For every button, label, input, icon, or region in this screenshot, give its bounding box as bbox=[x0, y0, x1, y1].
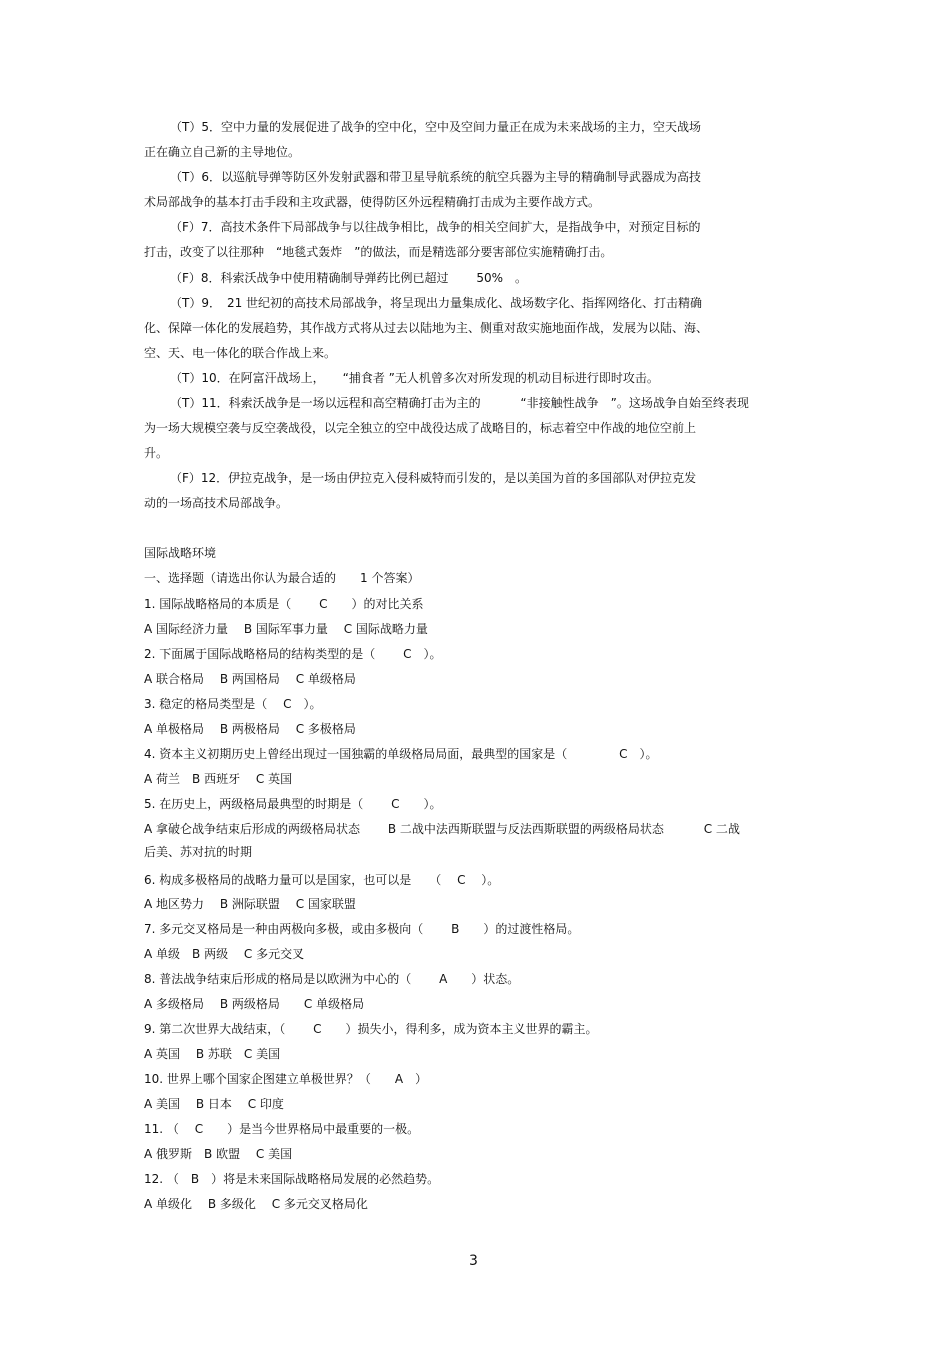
mc-q2-options: A 联合格局 B 两国格局 C 单级格局 bbox=[144, 672, 356, 686]
mc-q3-options: A 单极格局 B 两极格局 C 多极格局 bbox=[144, 722, 356, 736]
mc-q6-options: A 地区势力 B 洲际联盟 C 国家联盟 bbox=[144, 897, 356, 911]
mc-q9: 9. 第二次世界大战结束，（ C ）损失小，得利多，成为资本主义世界的霸主。 bbox=[144, 1022, 598, 1036]
tf-q9-line2: 化、保障一体化的发展趋势，其作战方式将从过去以陆地为主、侧重对敌实施地面作战，发展为以陆、海、 bbox=[144, 321, 709, 335]
mc-q1-options: A 国际经济力量 B 国际军事力量 C 国际战略力量 bbox=[144, 622, 428, 636]
tf-q6-line2: 术局部战争的基本打击手段和主攻武器，使得防区外远程精确打击成为主要作战方式。 bbox=[144, 195, 601, 209]
mc-q3: 3. 稳定的格局类型是（ C ）。 bbox=[144, 697, 322, 711]
mc-q8-options: A 多级格局 B 两级格局 C 单级格局 bbox=[144, 997, 365, 1011]
tf-q11-line2: 为一场大规模空袭与反空袭战役，以完全独立的空中战役达成了战略目的，标志着空中作战的地位空前上 bbox=[144, 421, 697, 435]
tf-q10-line1: （T）10．在阿富汗战场上， “捕食者 ”无人机曾多次对所发现的机动目标进行即时攻击。 bbox=[170, 371, 659, 385]
mc-q12: 12. （ B ）将是未来国际战略格局发展的必然趋势。 bbox=[144, 1172, 440, 1186]
mc-q5-options: A 拿破仑战争结束后形成的两级格局状态 B 二战中法西斯联盟与反法西斯联盟的两级格局状态 C 二战 bbox=[144, 822, 740, 836]
tf-q12-line2: 动的一场高技术局部战争。 bbox=[144, 496, 289, 510]
mc-q1: 1. 国际战略格局的本质是（ C ）的对比关系 bbox=[144, 597, 424, 611]
tf-q8-line1: （F）8．科索沃战争中使用精确制导弹药比例已超过 50% 。 bbox=[170, 271, 528, 285]
mc-q6: 6. 构成多极格局的战略力量可以是国家，也可以是 （ C ）。 bbox=[144, 873, 500, 887]
mc-q10: 10. 世界上哪个国家企图建立单极世界？（ A ） bbox=[144, 1072, 428, 1086]
tf-q12-line1: （F）12．伊拉克战争，是一场由伊拉克入侵科威特而引发的，是以美国为首的多国部队对伊拉克发 bbox=[170, 471, 697, 485]
mc-q10-options: A 美国 B 日本 C 印度 bbox=[144, 1097, 284, 1111]
mc-q11: 11. （ C ）是当今世界格局中最重要的一极。 bbox=[144, 1122, 420, 1136]
mc-heading: 一、选择题（请选出你认为最合适的 1 个答案） bbox=[144, 571, 420, 585]
tf-q9-line1: （T）9． 21 世纪初的高技术局部战争，将呈现出力量集成化、战场数字化、指挥网络化、打击精确 bbox=[170, 296, 703, 310]
mc-q5-options-cont: 后美、苏对抗的时期 bbox=[144, 845, 253, 859]
tf-q9-line3: 空、天、电一体化的联合作战上来。 bbox=[144, 346, 337, 360]
tf-q7-line2: 打击，改变了以往那种 “地毯式轰炸 ”的做法，而是精选部分要害部位实施精确打击。 bbox=[144, 245, 613, 259]
mc-q7: 7. 多元交叉格局是一种由两极向多极，或由多极向（ B ）的过渡性格局。 bbox=[144, 922, 580, 936]
tf-q5-line1: （T）5．空中力量的发展促进了战争的空中化，空中及空间力量正在成为未来战场的主力，空天战场 bbox=[170, 120, 701, 134]
mc-q12-options: A 单级化 B 多级化 C 多元交叉格局化 bbox=[144, 1197, 368, 1211]
mc-q2: 2. 下面属于国际战略格局的结构类型的是（ C ）。 bbox=[144, 647, 442, 661]
tf-q7-line1: （F）7．高技术条件下局部战争与以往战争相比，战争的相关空间扩大，是指战争中，对预定目标的 bbox=[170, 220, 701, 234]
tf-q5-line2: 正在确立自己新的主导地位。 bbox=[144, 145, 301, 159]
tf-q11-line3: 升。 bbox=[144, 446, 169, 460]
mc-q4: 4. 资本主义初期历史上曾经出现过一国独霸的单级格局局面，最典型的国家是（ C ）。 bbox=[144, 747, 658, 761]
mc-q9-options: A 英国 B 苏联 C 美国 bbox=[144, 1047, 281, 1061]
mc-q5: 5. 在历史上，两级格局最典型的时期是（ C ）。 bbox=[144, 797, 442, 811]
mc-q4-options: A 荷兰 B 西班牙 C 英国 bbox=[144, 772, 293, 786]
page-number: 3 bbox=[469, 1253, 478, 1269]
tf-q6-line1: （T）6．以巡航导弹等防区外发射武器和带卫星导航系统的航空兵器为主导的精确制导武器成为高技 bbox=[170, 170, 701, 184]
section-title: 国际战略环境 bbox=[144, 546, 217, 560]
tf-q11-line1: （T）11．科索沃战争是一场以远程和高空精确打击为主的 “非接触性战争 ”。这场战争自始至终表现 bbox=[170, 396, 749, 410]
mc-q11-options: A 俄罗斯 B 欧盟 C 美国 bbox=[144, 1147, 293, 1161]
mc-q8: 8. 普法战争结束后形成的格局是以欧洲为中心的（ A ）状态。 bbox=[144, 972, 520, 986]
mc-q7-options: A 单级 B 两级 C 多元交叉 bbox=[144, 947, 305, 961]
